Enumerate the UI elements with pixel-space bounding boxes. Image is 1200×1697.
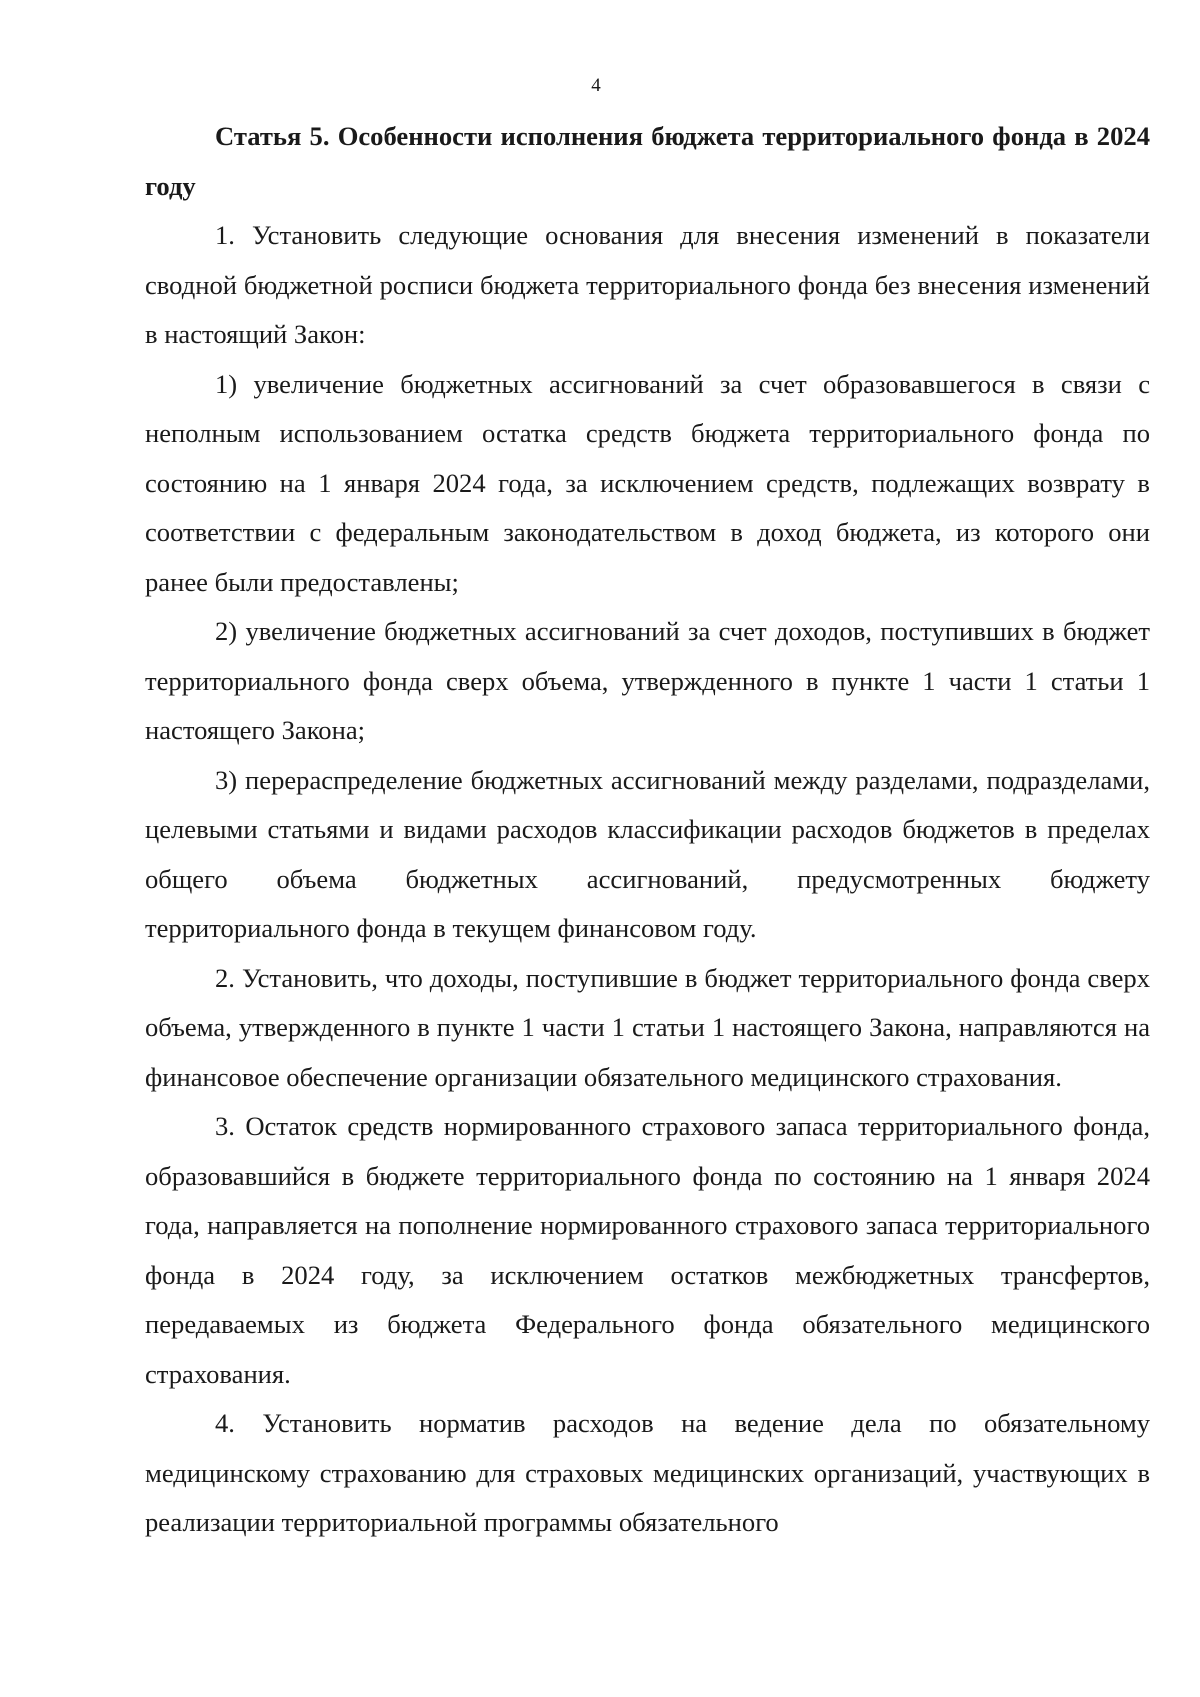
- paragraph-subclause-2: 2) увеличение бюджетных ассигнований за счет доходов, поступивших в бюджет территориального фонда сверх объема, утвержденного в пункте 1 части 1 статьи 1 настоящего Закона;: [145, 616, 1150, 745]
- paragraph-subclause-3: 3) перераспределение бюджетных ассигнований между разделами, подразделами, целевыми статьями и видами расходов классификации расходов бюджетов в пределах общего объема бюджетных ассигнований, предусмотренных бюджету территориального фонда в текущем финансовом году.: [145, 764, 1150, 943]
- page-number: 4: [591, 75, 601, 96]
- paragraph-clause-2: 2. Установить, что доходы, поступившие в бюджет территориального фонда сверх объема, утвержденного в пункте 1 части 1 статьи 1 настоящего Закона, направляются на финансовое обеспечение организации обязательного медицинского страхования.: [145, 962, 1150, 1092]
- paragraph-subclause-1: 1) увеличение бюджетных ассигнований за счет образовавшегося в связи с неполным использованием остатка средств бюджета территориального фонда по состоянию на 1 января 2024 года, за исключением средств, подлежащих возврату в соответствии с федеральным законодательством в доход бюджета, из которого они ранее были предоставлены;: [145, 368, 1150, 597]
- paragraph-clause-1: 1. Установить следующие основания для внесения изменений в показатели сводной бюджетной росписи бюджета территориального фонда без внесения изменений в настоящий Закон:: [145, 220, 1150, 349]
- article-heading: Статья 5. Особенности исполнения бюджета территориального фонда в 2024 году: [145, 121, 1150, 201]
- paragraph-clause-4: 4. Установить норматив расходов на ведение дела по обязательному медицинскому страхованию для страховых медицинских организаций, участвующих в реализации территориальной программы обязательного: [145, 1408, 1150, 1537]
- paragraph-clause-3: 3. Остаток средств нормированного страхового запаса территориального фонда, образовавшийся в бюджете территориального фонда по состоянию на 1 января 2024 года, направляется на пополнение нормированного страхового запаса территориального фонда в 2024 году, за исключением остатков межбюджетных трансфертов, передаваемых из бюджета Федерального фонда обязательного медицинского страхования.: [145, 1111, 1150, 1389]
- document-body: [145, 112, 1150, 1548]
